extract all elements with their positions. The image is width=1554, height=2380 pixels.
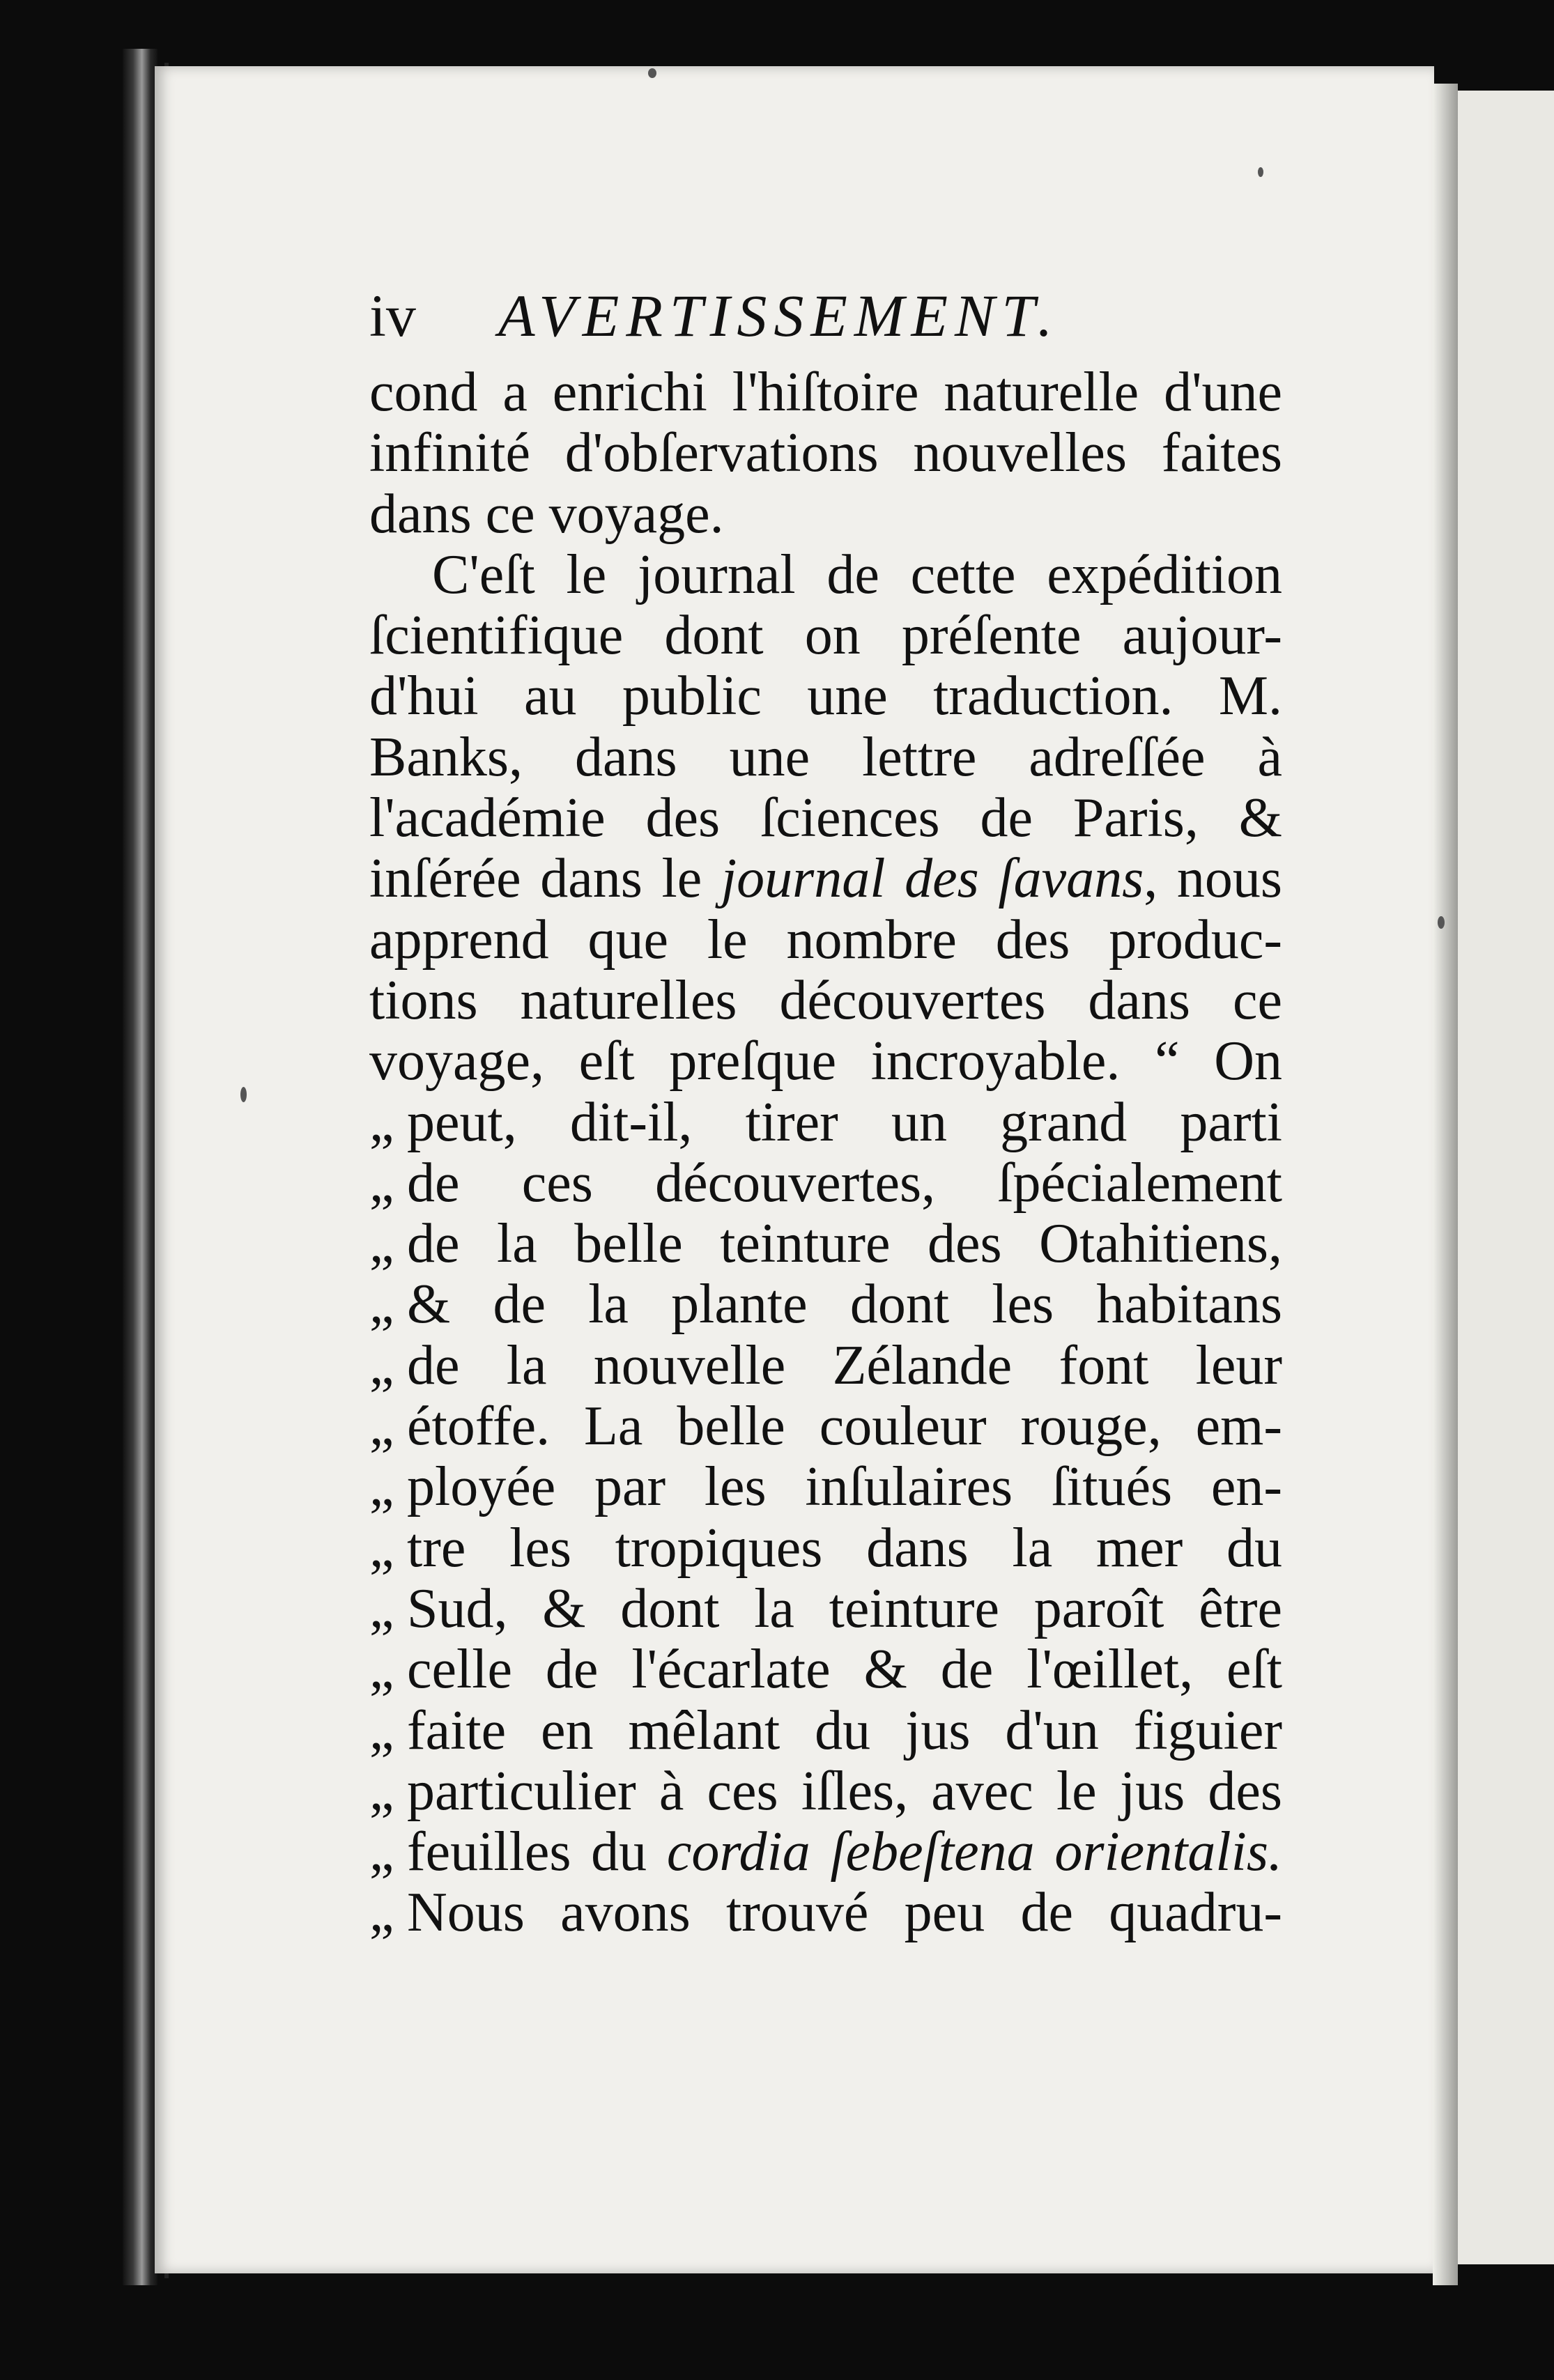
quote-mark: „ — [369, 1700, 394, 1761]
text-line — [369, 545, 1282, 605]
quote-mark: „ — [369, 1214, 394, 1275]
quote-mark: „ — [369, 1517, 394, 1579]
quote-mark: „ — [369, 1396, 394, 1458]
text-line: tions naturelles découvertes dans ce — [369, 970, 1282, 1031]
book-binding — [123, 49, 157, 2285]
quoted-line — [369, 1336, 1282, 1396]
text-line: Banks, dans une lettre adreſſée à — [369, 727, 1282, 788]
quoted-line — [369, 1457, 1282, 1517]
quoted-line — [369, 1214, 1282, 1274]
text-segment: , nous — [1144, 849, 1282, 910]
quote-mark: „ — [369, 1092, 394, 1153]
text-segment: Sud, & dont la teinture paroît être — [407, 1578, 1282, 1639]
text-segment: ployée par les inſulaires ſitués en- — [407, 1457, 1282, 1518]
quoted-line — [369, 1761, 1282, 1822]
page-number: iv — [369, 282, 416, 349]
text-line: dans ce voyage. — [369, 484, 724, 545]
paragraph-start: C'eſt le journal de cette expédition — [432, 544, 1282, 605]
quoted-line — [369, 1639, 1282, 1700]
text-line: voyage, eſt preſque incroyable. “ On — [369, 1031, 1282, 1092]
quoted-line — [369, 1883, 1282, 1943]
quote-mark: „ — [369, 1152, 394, 1214]
quoted-line — [369, 1274, 1282, 1335]
quote-mark: „ — [369, 1274, 394, 1336]
text-segment: inſérée dans le — [369, 849, 702, 910]
text-segment: de la nouvelle Zélande font leur — [407, 1335, 1282, 1396]
text-segment: feuilles du — [407, 1822, 647, 1883]
page-fore-edge — [1433, 84, 1458, 2285]
quoted-line — [369, 1092, 1282, 1153]
text-line: l'académie des ſciences de Paris, & — [369, 788, 1282, 849]
text-line: ſcientifique dont on préſente aujour- — [369, 605, 1282, 667]
quoted-line — [369, 1518, 1282, 1579]
ink-speck — [240, 1087, 247, 1102]
text-segment: Nous avons trouvé peu de quadru- — [407, 1883, 1282, 1944]
quoted-line — [369, 1822, 1282, 1883]
quoted-line — [369, 1153, 1282, 1214]
ink-speck — [648, 68, 656, 78]
ink-speck — [1438, 916, 1445, 929]
text-segment: peut, dit-il, tirer un grand parti — [407, 1092, 1282, 1153]
text-segment: celle de l'écarlate & de l'œillet, eſt — [407, 1639, 1282, 1701]
quote-mark: „ — [369, 1578, 394, 1639]
running-title: AVERTISSEMENT. — [498, 282, 1060, 349]
text-segment: & de la plante dont les habitans — [407, 1274, 1282, 1336]
quoted-line — [369, 1396, 1282, 1457]
text-line: apprend que le nombre des produc- — [369, 909, 1282, 971]
facing-page-edge — [1456, 91, 1554, 2264]
text-segment: faite en mêlant du jus d'un figuier — [407, 1700, 1282, 1761]
text-segment: de la belle teinture des Otahitiens, — [407, 1214, 1282, 1275]
text-segment: de ces découvertes, ſpécialement — [407, 1152, 1282, 1214]
quote-mark: „ — [369, 1883, 394, 1944]
quote-mark: „ — [369, 1639, 394, 1701]
text-line: cond a enrichi l'hiſtoire naturelle d'une — [369, 362, 1282, 423]
quote-mark: „ — [369, 1457, 394, 1518]
ink-speck — [1258, 167, 1263, 177]
quote-mark: „ — [369, 1761, 394, 1822]
text-line: d'hui au public une traduction. M. — [369, 666, 1282, 727]
quote-mark: „ — [369, 1822, 394, 1883]
italic-title: journal des ſavans — [721, 849, 1144, 910]
body-text — [369, 362, 1282, 1944]
italic-species-name: cordia ſebeſtena orientalis. — [666, 1822, 1282, 1883]
text-line: infinité d'obſervations nouvelles faites — [369, 423, 1282, 484]
text-segment: tre les tropiques dans la mer du — [407, 1517, 1282, 1579]
text-line — [369, 849, 1282, 909]
quoted-line — [369, 1701, 1282, 1761]
quote-mark: „ — [369, 1335, 394, 1396]
quoted-line — [369, 1579, 1282, 1639]
text-segment: étoffe. La belle couleur rouge, em- — [407, 1396, 1282, 1458]
page-header — [369, 275, 1289, 352]
text-segment: particulier à ces iſles, avec le jus des — [407, 1761, 1282, 1822]
